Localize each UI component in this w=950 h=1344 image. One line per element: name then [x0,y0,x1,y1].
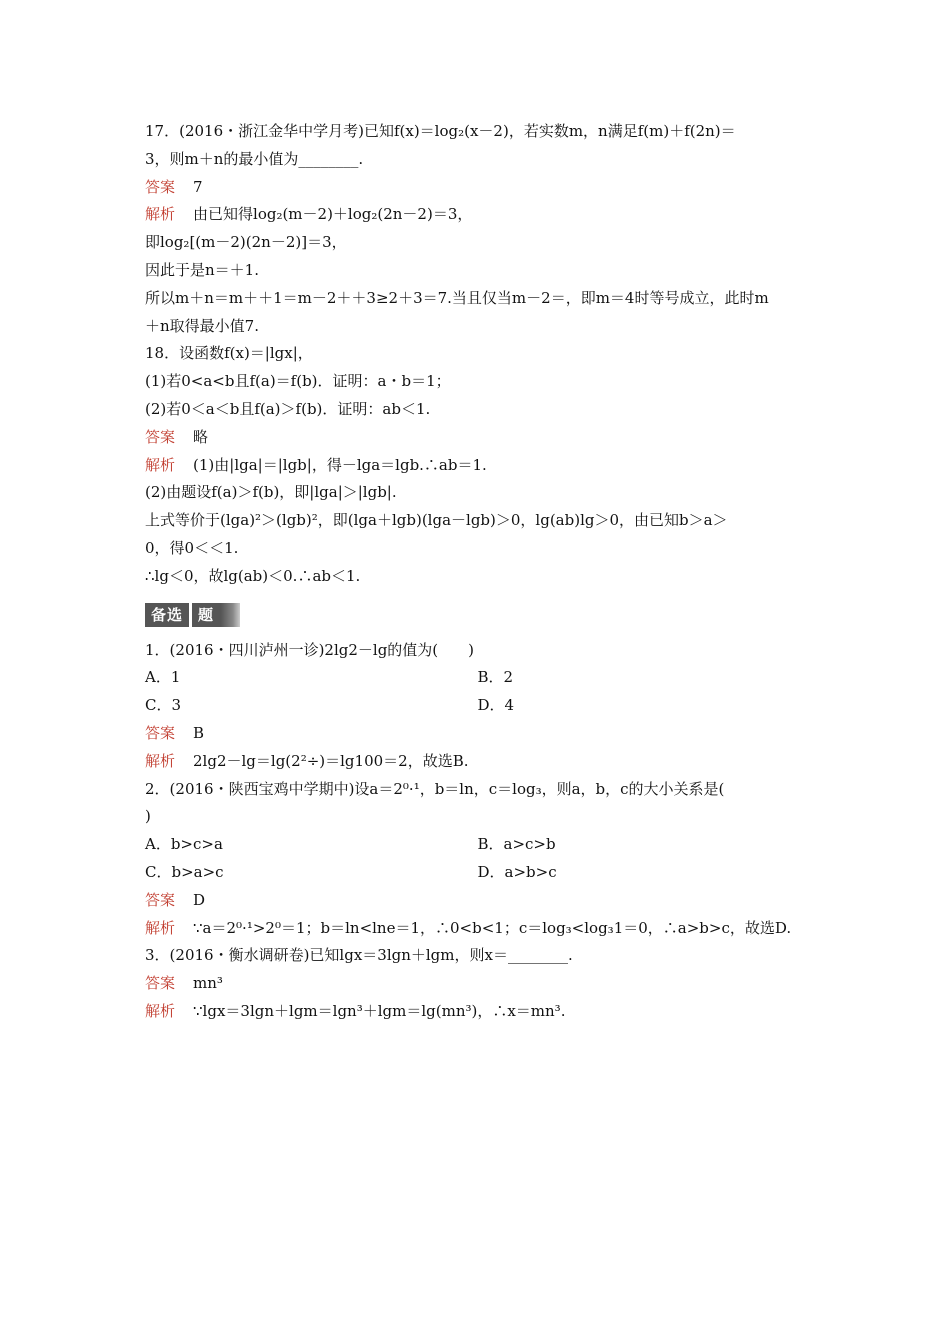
analysis-line: 解析 ∵a＝2⁰·¹>2⁰＝1；b＝ln<lne＝1，∴0<b<1；c＝log₃<log₃1＝0，∴a>b>c，故选D. [145,918,792,937]
text-line: ＋n取得最小值7. [145,316,259,335]
options-row [145,859,810,887]
option-b: B．a>c>b [477,835,556,854]
option-b: B．2 [477,668,514,687]
option-a: A．1 [145,668,181,687]
text-line: 3，则m＋n的最小值为________. [145,149,364,168]
option-d: D．a>b>c [477,862,557,881]
analysis-line: 解析 (1)由|lga|＝|lgb|，得－lga＝lgb.∴ab＝1. [145,455,487,474]
answer-label: 答案 [145,723,176,742]
section-header-part2: 题 [192,603,240,627]
analysis-line: 解析 ∵lgx＝3lgn＋lgm＝lgn³＋lgm＝lg(mn³)，∴x＝mn³. [145,1001,566,1020]
analysis-label: 解析 [145,1001,176,1020]
answer-label: 答案 [145,974,176,993]
answer-label: 答案 [145,427,176,446]
text-line: 因此于是n＝＋1. [145,260,259,279]
answer-line: 答案 mn³ [145,974,223,993]
answer-label: 答案 [145,890,176,909]
document-body [145,118,810,1026]
text-line: 18．设函数f(x)＝|lgx|， [145,344,313,363]
text-line: 17．(2016・浙江金华中学月考)已知f(x)＝log₂(x－2)，若实数m，n满足f(m)＋f(2n)＝ [145,122,736,140]
analysis-label: 解析 [145,205,176,224]
section-header [145,593,810,637]
section-header-part1: 备选 [145,603,189,627]
option-d: D．4 [477,696,515,715]
options-row [145,664,810,692]
analysis-label: 解析 [145,455,176,474]
analysis-label: 解析 [145,918,176,937]
question-stem: 1．(2016・四川泸州一诊)2lg2－lg的值为( ) [145,640,475,659]
answer-line: 答案 7 [145,177,203,196]
answer-line: 答案 略 [145,427,209,446]
option-a: A．b>c>a [145,835,223,854]
text-line: (2)若0＜a＜b且f(a)＞f(b)．证明：ab＜1. [145,399,431,418]
answer-line: 答案 B [145,723,205,742]
option-c: C．3 [145,696,182,715]
text-line: (1)若0<a<b且f(a)＝f(b)．证明：a・b＝1； [145,372,451,391]
question-stem: 2．(2016・陕西宝鸡中学期中)设a＝2⁰·¹，b＝ln，c＝log₃，则a，b，c的大小关系是( [145,779,725,798]
answer-line: 答案 D [145,890,206,909]
question-stem-continued: ) [145,807,151,826]
text-line: 上式等价于(lga)²＞(lgb)²，即(lga＋lgb)(lga－lgb)＞0，lg(ab)lg＞0，由已知b＞a＞ [145,511,728,530]
question-stem: 3．(2016・衡水调研卷)已知lgx＝3lgn＋lgm，则x＝________. [145,946,573,965]
answer-label: 答案 [145,177,176,196]
analysis-line: 解析 2lg2－lg＝lg(2²÷)＝lg100＝2，故选B. [145,751,469,770]
text-line: 所以m＋n＝m＋＋1＝m－2＋＋3≥2＋3＝7.当且仅当m－2＝，即m＝4时等号成立，此时m [145,288,769,307]
text-line: (2)由题设f(a)＞f(b)，即|lga|＞|lgb|. [145,483,397,502]
text-line: 即log₂[(m－2)(2n－2)]＝3， [145,233,347,252]
text-line: 0，得0＜＜1. [145,538,239,557]
option-c: C．b>a>c [145,862,224,881]
text-line: ∴lg＜0，故lg(ab)＜0.∴ab＜1. [145,566,361,585]
analysis-line: 解析 由已知得log₂(m－2)＋log₂(2n－2)＝3， [145,205,473,224]
options-row [145,692,810,720]
options-row [145,831,810,859]
analysis-label: 解析 [145,751,176,770]
